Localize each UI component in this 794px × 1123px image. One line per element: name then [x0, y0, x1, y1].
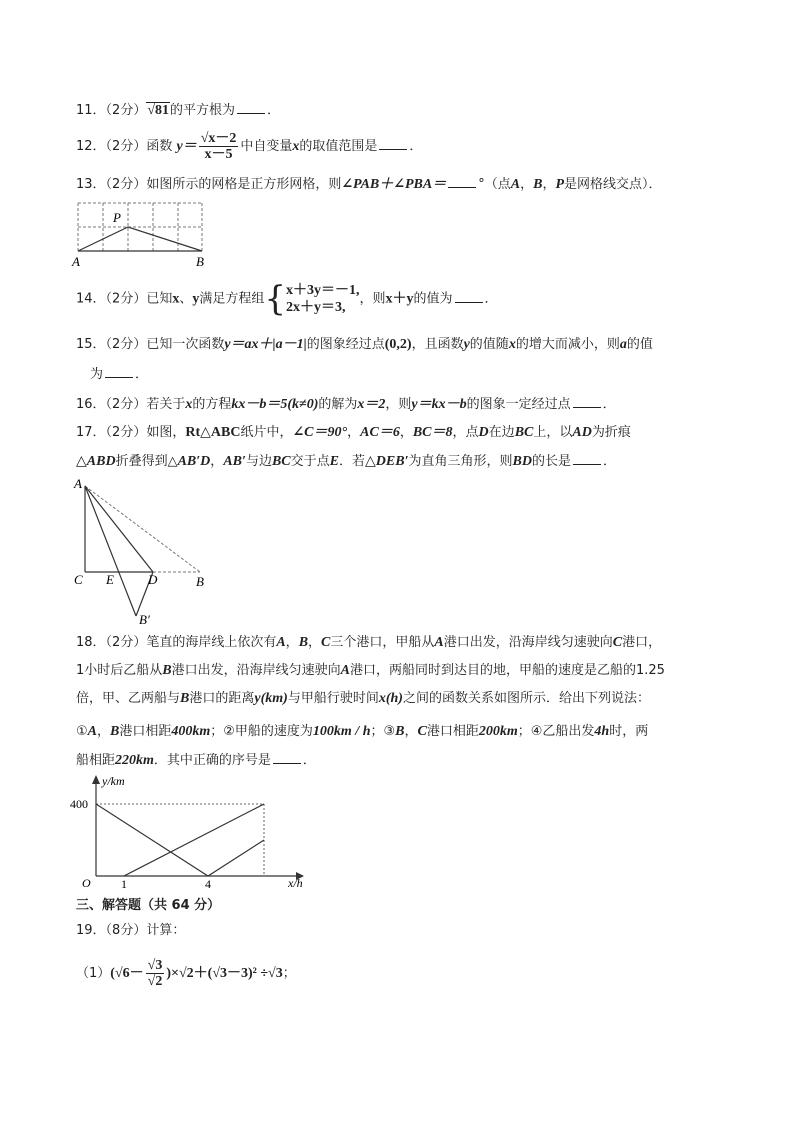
origin-label: O	[82, 876, 91, 890]
answer-blank	[573, 395, 601, 408]
grid-figure	[70, 200, 210, 270]
answer-blank	[455, 290, 483, 303]
equation-system: x＋3y＝－1, 2x＋y＝3,	[286, 283, 360, 315]
question-15-line1: 15．（2分）已知一次函数y＝ax＋|a－1|的图象经过点(0,2)，且函数y的值随x的增大而减小，则a的值	[76, 337, 653, 352]
fraction: $\frac{√x-2}{x-5}$	[200, 131, 237, 162]
question-18-line2: 1小时后乙船从B港口出发，沿海岸线匀速驶向A港口，两船同时到达目的地，甲船的速度是乙船的1.25	[76, 663, 665, 678]
question-17-line2: △ABD折叠得到△AB′D，AB′与边BC交于点E．若△DEB′为直角三角形，则BD的长是 ．	[76, 454, 617, 469]
fraction: $\frac{√3}{√2}$	[147, 958, 163, 989]
label-e: E	[106, 572, 114, 587]
question-18-line1: 18．（2分）笔直的海岸线上依次有A，B，C三个港口，甲船从A港口出发，沿海岸线匀速驶向C港口，	[76, 635, 662, 650]
question-18-line4: ①A，B港口相距400km；②甲船的速度为100km / h；③B，C港口相距200km；④乙船出发4h时，两	[76, 724, 649, 739]
question-19: 19．（8分）计算：	[76, 923, 186, 938]
triangle-figure	[70, 474, 220, 629]
section-title: 三、解答题（共 64 分）	[76, 898, 221, 913]
answer-blank	[105, 365, 133, 378]
x-axis-label: x/h	[288, 876, 303, 890]
answer-blank	[379, 137, 407, 150]
answer-blank	[237, 101, 265, 114]
question-12: 12．（2分）函数 y＝ $\frac{√x-2}{x-5}$ 中自变量x的取值范围是 ．	[76, 131, 423, 162]
question-11: 11．（2分）√81的平方根为 ．	[76, 103, 281, 118]
label-a: A	[72, 254, 80, 269]
question-18-line5: 船相距220km．其中正确的序号是 ．	[76, 753, 316, 768]
question-13: 13．（2分）如图所示的网格是正方形网格，则∠PAB＋∠PBA＝ °（点A，B，P是网格线交点）．	[76, 177, 662, 192]
series-line-jia	[96, 804, 264, 876]
answer-blank	[273, 751, 301, 764]
label-b: B	[196, 574, 204, 589]
question-18-line3: 倍，甲、乙两船与B港口的距离y(km)与甲船行驶时间x(h)之间的函数关系如图所示．给出下列说法：	[76, 691, 650, 706]
y-axis-arrow	[92, 775, 100, 784]
question-16: 16．（2分）若关于x的方程kx－b＝5(k≠0)的解为x＝2，则y＝kx－b的图象一定经过点 ．	[76, 397, 616, 412]
series-line-yi	[124, 804, 264, 876]
question-17-line1: 17．（2分）如图，Rt△ABC纸片中，∠C＝90°，AC＝6，BC＝8，点D在边BC上，以AD为折痕	[76, 425, 631, 440]
label-d: D	[148, 572, 158, 587]
question-14: 14．（2分）已知x、y满足方程组{ x＋3y＝－1, 2x＋y＝3, ，则x＋y的值为 ．	[76, 279, 498, 319]
distance-time-chart	[68, 770, 318, 892]
x-tick-label: 4	[205, 877, 211, 891]
question-15-line2: 为 ．	[90, 367, 149, 382]
answer-blank	[448, 175, 476, 188]
label-c: C	[74, 572, 83, 587]
x-tick-label: 1	[121, 877, 127, 891]
question-19-part1: （1）(√6－ $\frac{√3}{√2}$ )×√2＋(√3－3)² ÷√3；	[76, 958, 296, 989]
y-tick-label: 400	[70, 797, 88, 811]
label-a: A	[74, 476, 82, 491]
label-b: B	[196, 254, 204, 269]
label-b-prime: B′	[139, 612, 150, 627]
label-p: P	[113, 210, 121, 225]
y-axis-label: y/km	[102, 774, 125, 788]
answer-blank	[573, 452, 601, 465]
